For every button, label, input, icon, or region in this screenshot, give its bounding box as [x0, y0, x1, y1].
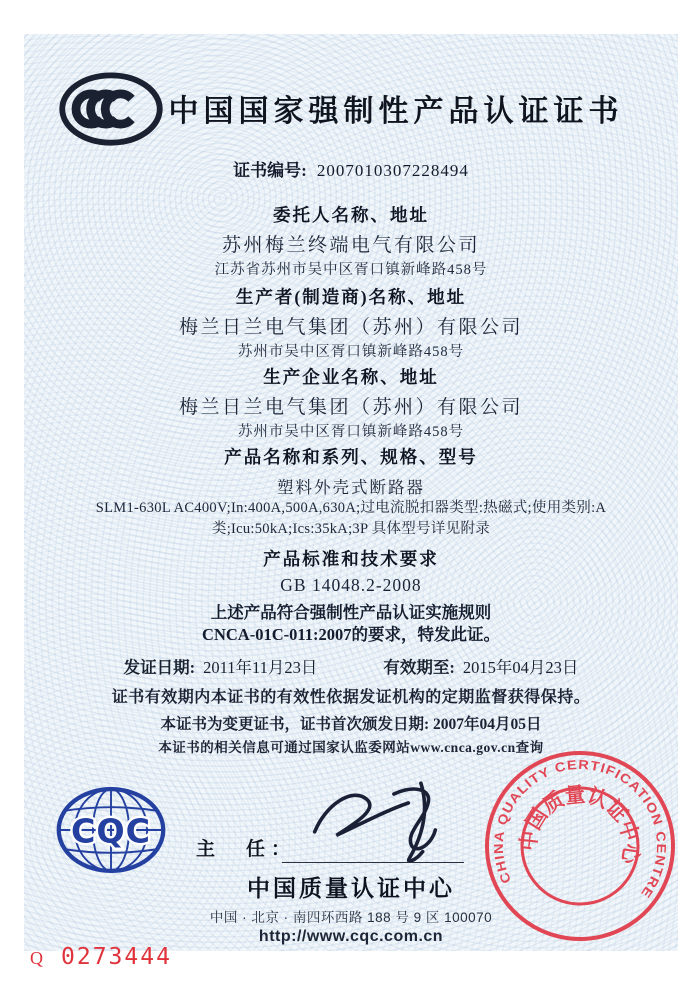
director-signature [286, 776, 464, 866]
certificate-paper [24, 34, 678, 951]
organization-name: 中国质量认证中心 [247, 876, 455, 901]
signature-line [282, 862, 464, 863]
serial-digits: 0273444 [61, 944, 172, 970]
manufacturer-name: 梅兰日兰电气集团（苏州）有限公司 [178, 317, 523, 338]
issue-date-label: 发证日期: [123, 658, 196, 677]
organization-website: http://www.cqc.com.cn [258, 928, 444, 945]
applicant-name: 苏州梅兰终端电气有限公司 [221, 235, 480, 256]
conformity-statement-line1: 上述产品符合强制性产品认证实施规则 [210, 603, 492, 622]
factory-name: 梅兰日兰电气集团（苏州）有限公司 [178, 397, 523, 418]
validity-note: 证书有效期内本证书的有效性依据发证机构的定期监督获得保持。 [111, 689, 591, 706]
cqc-logo-icon [54, 782, 168, 878]
expiry-date [383, 654, 578, 678]
manufacturer-address: 苏州市吴中区胥口镇新峰路458号 [237, 344, 465, 360]
stamp-inner-text: 中国质量认证中心 [516, 782, 644, 867]
issue-date [124, 654, 318, 678]
expiry-date-value: 2015年04月23日 [462, 658, 579, 677]
cqc-logo-text: CQC [71, 811, 151, 851]
issue-date-value: 2011年11月23日 [203, 658, 318, 677]
certificate-number-label: 证书编号: [233, 161, 307, 180]
expiry-date-label: 有效期至: [383, 658, 455, 677]
serial-prefix: Q [30, 948, 43, 968]
director-label: 主 任： [196, 839, 297, 860]
manufacturer-heading: 生产者(制造商)名称、地址 [235, 287, 467, 307]
standard-heading: 产品标准和技术要求 [263, 549, 439, 569]
product-name: 塑料外壳式断路器 [277, 478, 425, 497]
organization-address: 中国 · 北京 · 南四环西路 188 号 9 区 100070 [209, 910, 493, 925]
factory-address: 苏州市吴中区胥口镇新峰路458号 [237, 424, 465, 440]
red-stamp-icon [467, 733, 693, 959]
svg-text:CHINA QUALITY CERTIFICATIO [485, 745, 681, 908]
conformity-statement-line2: CNCA-01C-011:2007的要求，特发此证。 [202, 625, 500, 645]
certificate-number-row [24, 156, 678, 181]
change-note: 本证书为变更证书，证书首次颁发日期: 2007年04月05日 [160, 716, 542, 733]
product-heading: 产品名称和系列、规格、型号 [224, 447, 478, 467]
factory-heading: 生产企业名称、地址 [263, 367, 439, 387]
certificate-number-value: 2007010307228494 [316, 161, 469, 180]
stamp-outer-text: CHINA QUALITY CERTIFICATION CENTRE [490, 756, 670, 901]
product-spec: SLM1-630L AC400V;In:400A,500A,630A;过电流脱扣器类型:热磁式;使用类别:A类;Icu:50kA;Ics:35kA;3P 具体型号详见附录 [95, 500, 607, 538]
applicant-heading: 委托人名称、地址 [273, 205, 429, 225]
conformity-statement [24, 602, 678, 647]
query-note: 本证书的相关信息可通过国家认监委网站www.cnca.gov.cn查询 [158, 740, 544, 755]
standard-value: GB 14048.2-2008 [280, 575, 422, 595]
serial-number [30, 944, 172, 970]
applicant-address: 江苏省苏州市吴中区胥口镇新峰路458号 [214, 262, 488, 278]
dates-row [24, 654, 678, 678]
certificate-title: 中国国家强制性产品认证证书 [168, 95, 624, 128]
